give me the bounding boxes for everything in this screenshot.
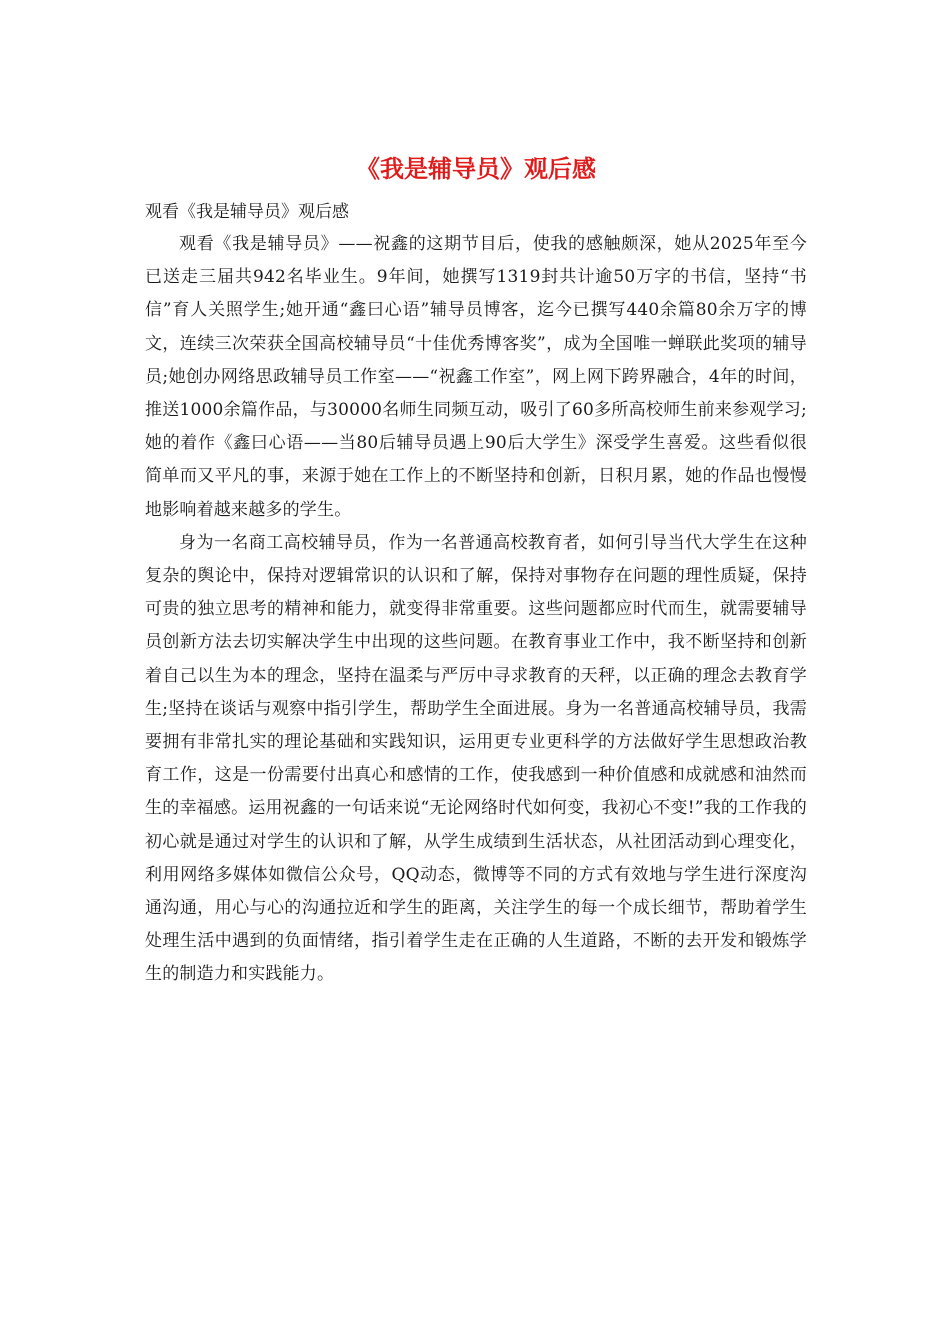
paragraph-1: 观看《我是辅导员》——祝鑫的这期节目后，使我的感触颇深，她从2025年至今已送走三届共942名毕业生。9年间，她撰写1319封共计逾50万字的书信，坚持“书信”育人关照学生;她开通“鑫曰心语”辅导员博客，迄今已撰写440余篇80余万字的博文，连续三次荣获全国高校辅导员“十佳优秀博客奖”，成为全国唯一蝉联此奖项的辅导员;她创办网络思政辅导员工作室——“祝鑫工作室”，网上网下跨界融合，4年的时间，推送1000余篇作品，与30000名师生同频互动，吸引了60多所高校师生前来参观学习;她的着作《鑫曰心语——当80后辅导员遇上90后大学生》深受学生喜爱。这些看似很简单而又平凡的事，来源于她在工作上的不断坚持和创新，日积月累，她的作品也慢慢地影响着越来越多的学生。	[145, 234, 807, 520]
document-subtitle: 观看《我是辅导员》观后感	[145, 202, 349, 222]
document-body	[145, 228, 807, 992]
paragraph-2: 身为一名商工高校辅导员，作为一名普通高校教育者，如何引导当代大学生在这种复杂的舆论中，保持对逻辑常识的认识和了解，保持对事物存在问题的理性质疑，保持可贵的独立思考的精神和能力，就变得非常重要。这些问题都应时代而生，就需要辅导员创新方法去切实解决学生中出现的这些问题。在教育事业工作中，我不断坚持和创新着自己以生为本的理念，坚持在温柔与严厉中寻求教育的天秤，以正确的理念去教育学生;坚持在谈话与观察中指引学生，帮助学生全面进展。身为一名普通高校辅导员，我需要拥有非常扎实的理论基础和实践知识，运用更专业更科学的方法做好学生思想政治教育工作，这是一份需要付出真心和感情的工作，使我感到一种价值感和成就感和油然而生的幸福感。运用祝鑫的一句话来说“无论网络时代如何变，我初心不变!”我的工作我的初心就是通过对学生的认识和了解，从学生成绩到生活状态，从社团活动到心理变化，利用网络多媒体如微信公众号，QQ动态，微博等不同的方式有效地与学生进行深度沟通沟通，用心与心的沟通拉近和学生的距离，关注学生的每一个成长细节，帮助着学生处理生活中遇到的负面情绪，指引着学生走在正确的人生道路，不断的去开发和锻炼学生的制造力和实践能力。	[145, 532, 807, 985]
document-title: 《我是辅导员》观后感	[356, 154, 596, 183]
